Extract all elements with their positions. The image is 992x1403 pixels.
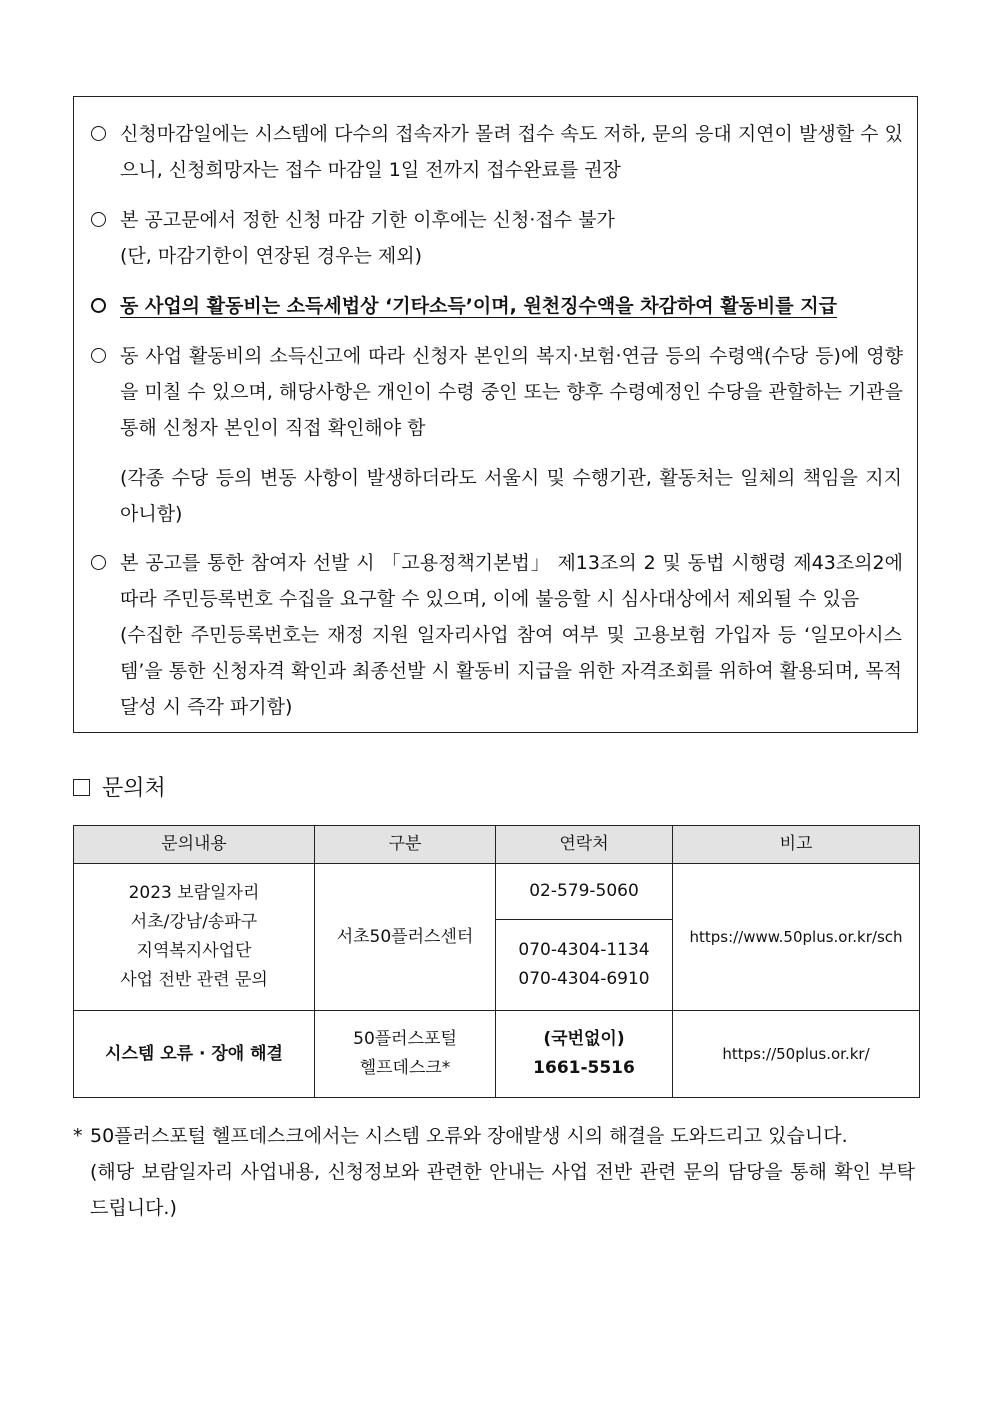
notice-item-deadline [91,116,903,188]
footnote-line: (해당 보람일자리 사업내용, 신청정보와 관련한 안내는 사업 전반 관련 문의 담당을 통해 확인 부탁드립니다.) [90,1161,915,1219]
section-heading-text: 문의처 [102,776,166,801]
phone-cell: 070-4304-1134 070-4304-6910 [496,920,673,1011]
notice-text: 동 사업 활동비의 소득신고에 따라 신청자 본인의 복지·보험·연금 등의 수령액(수당 등)에 영향을 미칠 수 있으며, 해당사항은 개인이 수령 중인 또는 향후 수령예정인 수당을 관할하는 기관을 통해 신청자 본인이 직접 확인해야 함 [120,345,903,439]
inquiry-content-cell: 2023 보람일자리 서초/강남/송파구 지역복지사업단 사업 전반 관련 문의 [74,864,315,1011]
footnote-line: 50플러스포털 헬프데스크에서는 시스템 오류와 장애발생 시의 해결을 도와드리고 있습니다. [90,1125,848,1147]
footnote-mark: * [73,1125,83,1147]
notice-text-emphasis: 동 사업의 활동비는 소득세법상 ‘기타소득’이며, 원천징수액을 차감하여 활동비를 지급 [120,295,837,317]
notice-item-income [91,338,903,446]
section-heading [73,773,166,805]
phone-cell: (국번없이) 1661-5516 [496,1011,673,1098]
circle-bullet-icon [91,126,106,141]
website-link[interactable]: https://50plus.or.kr/ [673,1011,920,1098]
notice-text: 신청마감일에는 시스템에 다수의 접속자가 몰려 접수 속도 저하, 문의 응대 지연이 발생할 수 있으니, 신청희망자는 접수 마감일 1일 전까지 접수완료를 권장 [120,123,903,181]
circle-bullet-icon [91,298,106,313]
notice-note-liability: (각종 수당 등의 변동 사항이 발생하더라도 서울시 및 수행기관, 활동처는 일체의 책임을 지지 아니함) [120,467,902,525]
circle-bullet-icon [91,348,106,363]
notice-item-tax [91,288,903,324]
inquiry-content-cell: 시스템 오류 · 장애 해결 [74,1011,315,1098]
notice-note-id-usage: (수집한 주민등록번호는 재정 지원 일자리사업 참여 여부 및 고용보험 가입자 등 ‘일모아시스템’을 통한 신청자격 확인과 최종선발 시 활동비 지급을 위한 자격조회를 위하여 활용되며, 목적달성 시 즉각 파기함) [120,624,903,718]
table-row [74,1011,920,1098]
category-cell: 50플러스포털 헬프데스크* [315,1011,496,1098]
circle-bullet-icon [91,555,106,570]
column-header: 연락처 [496,826,673,864]
contact-table [73,825,920,1098]
table-row [74,864,920,920]
website-link[interactable]: https://www.50plus.or.kr/sch [673,864,920,1011]
column-header: 문의내용 [74,826,315,864]
phone-cell: 02-579-5060 [496,864,673,920]
column-header: 비고 [673,826,920,864]
notice-text: 본 공고문에서 정한 신청 마감 기한 이후에는 신청·접수 불가 [120,209,615,231]
category-cell: 서초50플러스센터 [315,864,496,1011]
column-header: 구분 [315,826,496,864]
table-header-row [74,826,920,864]
circle-bullet-icon [91,212,106,227]
footnote [73,1118,915,1226]
notice-subtext: (단, 마감기한이 연장된 경우는 제외) [120,245,422,267]
notice-item-late [91,202,903,274]
notice-text: 본 공고를 통한 참여자 선발 시 「고용정책기본법」 제13조의 2 및 동법 시행령 제43조의2에 따라 주민등록번호 수집을 요구할 수 있으며, 이에 불응할 시 심사대상에서 제외될 수 있음 [120,552,903,610]
notice-item-id [91,545,903,617]
checkbox-square-icon [73,779,90,796]
